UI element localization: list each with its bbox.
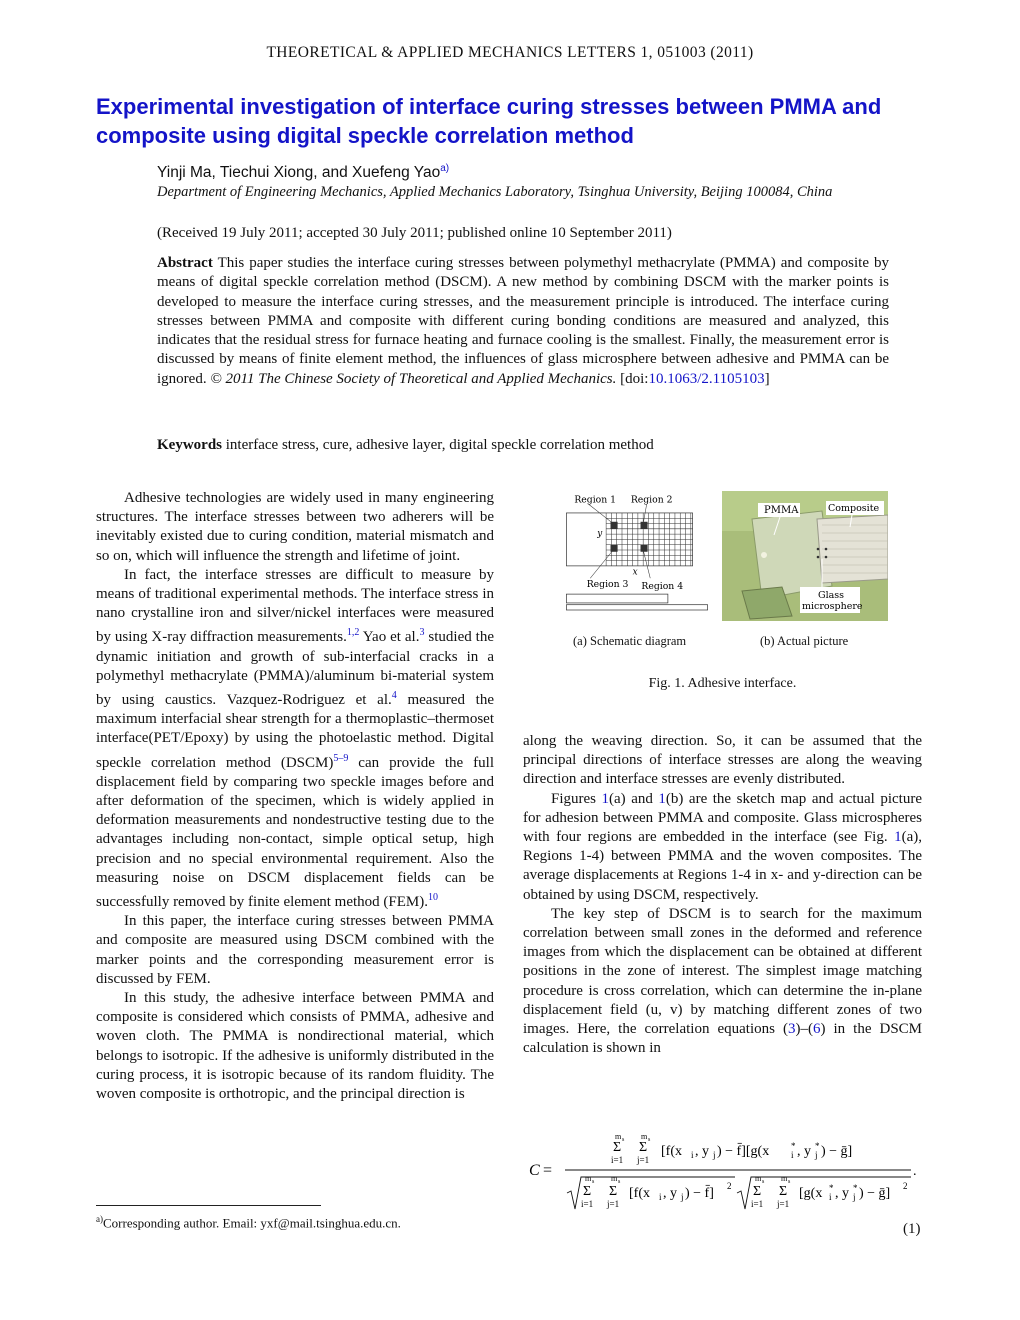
figure-1a-caption: (a) Schematic diagram: [573, 634, 687, 648]
composite-label: Composite: [828, 503, 880, 514]
svg-text:*: *: [815, 1141, 820, 1151]
svg-text:*: *: [853, 1183, 858, 1193]
svg-text:Σ: Σ: [779, 1184, 788, 1199]
svg-text:Σ: Σ: [639, 1140, 648, 1155]
svg-text:j: j: [681, 1192, 684, 1202]
rp3-text-a: The key step of DSCM is to search for the maximum correlation between small zones in the deformed and reference images from which the displacement can be obtained at different positions in the zone of interest. The simplest image matching procedure is cross correlation, which can determine the in-plane displacement field (u, v) by matching different zones of two images. Here, the correlation equations (: [523, 905, 922, 1038]
abstract-text: This paper studies the interface curing stresses between polymethyl methacrylate (PMMA) and composite by means of digital speckle correlation method (DSCM). A new method by combining DSCM with the marker points is developed to measure the interface curing stresses, and the measurement principle is introduced. The interface curing stresses between PMMA and composite with different curing bonding conditions are measured and analyzed, this indicates that the residual stress for furnace heating and furnace cooling is the smallest. Finally, the measurement error is discussed by means of finite element method, the influences of glass microsphere between adhesive and PMMA can be ignored.: [157, 255, 890, 387]
citation-4[interactable]: 4: [391, 690, 397, 702]
svg-text:j=1: j=1: [637, 1155, 650, 1165]
svg-text:) − ḡ]: ) − ḡ]: [821, 1144, 853, 1159]
equation-1: [523, 1125, 923, 1215]
abstract: [157, 254, 889, 389]
svg-text:Σ: Σ: [753, 1184, 762, 1199]
svg-text:j: j: [853, 1192, 856, 1202]
microsphere-dot-2: [825, 548, 828, 551]
region-3-marker: [611, 545, 618, 552]
woven-grid: [606, 513, 692, 566]
svg-text:[f(x: [f(x: [661, 1144, 682, 1159]
svg-text:i=1: i=1: [611, 1155, 624, 1165]
svg-text:m: m: [781, 1174, 788, 1183]
authors: [157, 163, 449, 182]
glass-label-2: microsphere: [802, 601, 863, 612]
received-dates: (Received 19 July 2011; accepted 30 July 2011; published online 10 September 2011): [157, 225, 672, 241]
figure-1b-photo: [722, 491, 888, 621]
composite-strip: [566, 594, 667, 603]
svg-text:.: .: [913, 1164, 917, 1179]
author-names: Yinji Ma, Tiechui Xiong, and Xuefeng Yao: [157, 164, 441, 182]
svg-text:m: m: [615, 1132, 622, 1141]
svg-text:Σ: Σ: [613, 1140, 622, 1155]
svg-text:Σ: Σ: [609, 1184, 618, 1199]
svg-text:*: *: [791, 1141, 796, 1151]
svg-text:s: s: [618, 1179, 621, 1185]
right-column: [523, 732, 922, 1058]
copyright: © 2011 The Chinese Society of Theoretical and Applied Mechanics.: [210, 370, 617, 387]
journal-header: THEORETICAL & APPLIED MECHANICS LETTERS 1, 051003 (2011): [266, 44, 754, 61]
figure-1a-schematic: [562, 490, 712, 640]
svg-text:j=1: j=1: [607, 1199, 620, 1209]
region-1-label: Region 1: [574, 494, 617, 506]
svg-text:m: m: [641, 1132, 648, 1141]
footnote-divider: [96, 1205, 321, 1206]
svg-text:) − ḡ]: ) − ḡ]: [859, 1186, 891, 1201]
svg-text:i=1: i=1: [581, 1199, 594, 1209]
svg-text:*: *: [829, 1183, 834, 1193]
svg-text:i=1: i=1: [751, 1199, 764, 1209]
figure-1b-caption: (b) Actual picture: [760, 634, 849, 648]
region-2-marker: [641, 522, 648, 529]
svg-text:s: s: [648, 1137, 651, 1143]
footnote-text: Corresponding author. Email: yxf@mail.tsinghua.edu.cn.: [103, 1215, 401, 1231]
p2-text-e: can provide the full displacement field by comparing two speckle images before and after deformation of the specimen, which is widely applied in deformation measurements and nondestructive testing due to the advantages including non-contact, simple optical setup, high precision and no special environmental requirement. Also the measuring noise on DSCM displacement fields can be successfully removed by finite element method (FEM).: [96, 754, 494, 911]
svg-text:, y: , y: [695, 1144, 709, 1159]
eq-ref-6[interactable]: 6: [812, 1021, 821, 1038]
abstract-label: Abstract: [157, 255, 213, 271]
keywords-label: Keywords: [157, 437, 222, 453]
svg-text:Σ: Σ: [583, 1184, 592, 1199]
svg-text:i: i: [691, 1150, 694, 1160]
svg-text:s: s: [762, 1179, 765, 1185]
rp3-text-c: ) in the DSCM calculation is shown in: [523, 1021, 923, 1057]
svg-text:[f(x: [f(x: [629, 1186, 650, 1201]
microsphere-dot-1: [817, 548, 820, 551]
glass-label-1: Glass: [818, 590, 845, 601]
svg-text:, y: , y: [797, 1144, 811, 1159]
keywords-text: interface stress, cure, adhesive layer, digital speckle correlation method: [225, 437, 654, 453]
svg-text:, y: , y: [663, 1186, 677, 1201]
right-paragraph-3: [523, 905, 922, 1059]
citation-5-9[interactable]: 5–9: [333, 752, 349, 764]
svg-text:) − f̄][g(x: ) − f̄][g(x: [717, 1144, 770, 1159]
marker-dot-photo: [761, 552, 767, 558]
y-axis-label: y: [597, 528, 603, 539]
paper-title: Experimental investigation of interface curing stresses between PMMA and composite using digital speckle correlation method: [96, 94, 882, 148]
author-mark[interactable]: a): [440, 163, 450, 174]
rp2-text-b: (a) and: [609, 790, 659, 807]
region-2-label: Region 2: [630, 494, 673, 506]
p2-text-c: studied the dynamic initiation and growth of sub-interfacial cracks in a polymethyl methacrylate (PMMA)/aluminum bi-material system by using caustics. Vazquez-Rodriguez et al.: [96, 629, 494, 709]
svg-text:m: m: [585, 1174, 592, 1183]
rp2-text-c: (b) are the sketch map and actual picture for adhesion between PMMA and composite. Glass microspheres with four regions are embedded in the interface (see Fig.: [523, 790, 922, 846]
equation-number: (1): [903, 1221, 921, 1237]
right-paragraph-2: [523, 790, 922, 905]
svg-text:j: j: [713, 1150, 716, 1160]
pmma-label: PMMA: [764, 505, 799, 516]
svg-text:i: i: [829, 1192, 832, 1202]
left-paragraph-1: Adhesive technologies are widely used in many engineering structures. The interface stresses between two adherers will be inevitably existed due to curing condition, material mismatch and so on, which will influence the strength and lifetime of joint.: [96, 490, 494, 564]
region-3-label: Region 3: [586, 579, 629, 591]
svg-text:C: C: [529, 1162, 540, 1179]
substrate-strip: [566, 605, 707, 610]
region-1-marker: [611, 522, 618, 529]
doi-link[interactable]: 10.1063/2.1105103: [648, 370, 765, 387]
footnote-mark: a): [96, 1214, 103, 1224]
svg-text:i: i: [659, 1192, 662, 1202]
keywords: [157, 437, 654, 454]
doi-prefix: [doi:: [620, 370, 649, 387]
doi-suffix: ]: [764, 370, 770, 387]
eq-ref-3[interactable]: 3: [787, 1021, 796, 1038]
figure-1-caption: Fig. 1. Adhesive interface.: [648, 676, 797, 691]
svg-text:2: 2: [903, 1181, 908, 1191]
left-column: [96, 489, 494, 1104]
svg-text:2: 2: [727, 1181, 732, 1191]
left-paragraph-4: In this study, the adhesive interface between PMMA and composite is considered which consists of PMMA, adhesive and woven cloth. The PMMA is nondirectional material, which belongs to isotropic. If the adhesive is uniformly distributed in the curing process, it is isotropic because of its random fluidity. The woven composite is orthotropic, and the principal direction is: [96, 990, 494, 1103]
rp3-text-b: )–(: [795, 1021, 813, 1038]
microsphere-dot-3: [817, 556, 820, 559]
region-4-label: Region 4: [641, 580, 684, 592]
svg-text:s: s: [592, 1179, 595, 1185]
fig-ref-1[interactable]: 1: [601, 790, 610, 807]
x-axis-label: x: [632, 567, 638, 578]
region-4-marker: [641, 545, 648, 552]
svg-text:) − f̄]: ) − f̄]: [685, 1186, 714, 1201]
fig-ref-3[interactable]: 1: [894, 829, 902, 846]
p2-text-b: Yao et al.: [359, 629, 420, 646]
svg-text:, y: , y: [835, 1186, 849, 1201]
citation-1-2[interactable]: 1,2: [346, 627, 360, 639]
microsphere-dot-4: [825, 556, 828, 559]
rp2-text-d: (a), Regions 1-4) between PMMA and the woven composites. The average displacements at Regions 1-4 in x- and y-direction can be obtained by using DSCM, respectively.: [523, 829, 922, 903]
svg-text:m: m: [755, 1174, 762, 1183]
left-paragraph-2: [96, 566, 494, 912]
svg-text:[g(x: [g(x: [799, 1186, 823, 1201]
svg-text:s: s: [622, 1137, 625, 1143]
left-paragraph-3: In this paper, the interface curing stresses between PMMA and composite are measured using DSCM combined with the marker points and the corresponding measurement error is discussed by FEM.: [96, 913, 494, 987]
footnote: [96, 1214, 401, 1231]
p2-text-a: In fact, the interface stresses are difficult to measure by means of traditional experimental methods. The interface stress in nano crystalline iron and silver/nickel interfaces were measured by using X-ray diffraction measurements.: [96, 566, 494, 646]
svg-text:i: i: [791, 1150, 794, 1160]
fig-ref-2[interactable]: 1: [658, 790, 666, 807]
right-paragraph-1: along the weaving direction. So, it can be assumed that the principal directions of interface stresses are along the weaving direction and interface stresses are evenly distributed.: [523, 733, 922, 788]
citation-3[interactable]: 3: [419, 627, 425, 639]
svg-text:m: m: [611, 1174, 618, 1183]
svg-text:j=1: j=1: [777, 1199, 790, 1209]
citation-10[interactable]: 10: [428, 892, 438, 904]
p2-text-d: measured the maximum interfacial shear strength for a thermoplastic–thermoset interface(PET/Epoxy) by using the photoelastic method. Digital speckle correlation method (DSCM): [96, 692, 494, 771]
svg-text:=: =: [543, 1162, 553, 1179]
rp2-text-a: Figures: [551, 790, 602, 807]
svg-text:s: s: [788, 1179, 791, 1185]
affiliation: Department of Engineering Mechanics, Applied Mechanics Laboratory, Tsinghua University, Beijing 100084, China: [157, 184, 833, 200]
svg-text:j: j: [815, 1150, 818, 1160]
